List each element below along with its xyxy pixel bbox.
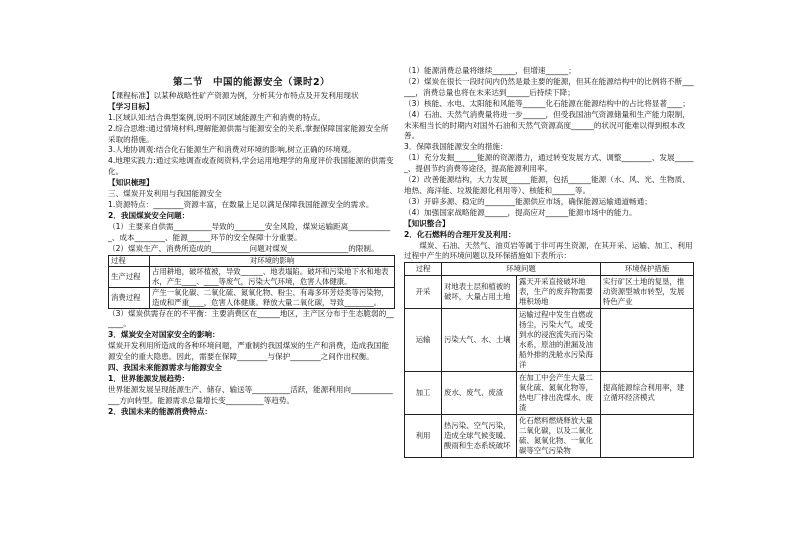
table-header-cell: 环境问题 [442,263,601,276]
table-cell: 生产过程 [109,266,150,287]
measure-1: （1）充分发掘______能源的资源潜力，通过转变发展方式、调整________、发展______、提倡节约消费等途径，提高能源利用率。 [404,153,694,174]
table-cell: 利用 [405,415,442,458]
table-cell: 热污染、空气污染，造成全球气候变暖、酸雨和生态系统破坏 [442,415,517,458]
table-cell: 产生一氧化碳、二氧化硫、氮氧化物、粉尘、有毒多环芳烃类等污染物，造成和严重____，危害人体健康。释放大量二氧化碳，导致________。 [150,287,395,308]
table-cell: 消费过程 [109,287,150,308]
coal-security-text: 煤炭开发利用所造成的各种环境问题，严重制约我国煤炭的生产和消费，造成我国能源安全的重大隐患。因此，需要在保障________与保护________之间作出权衡。 [108,341,389,362]
curriculum-standard: 【课程标准】以某种战略性矿产资源为例，分析其分布特点及开发利用现状 [108,90,359,100]
table-cell: 开采 [405,276,442,309]
table-cell: 提高能源综合利用率，建立循环经济模式 [601,372,694,415]
world-trend-text: 世界能源发展呈现能源生产、储存、输送等__________活跃，能源利用向______________方向转型。能源需求总量增长变__________等趋势。 [108,384,393,405]
section-heading: 【知识梳理】 [108,178,154,188]
subsection-heading: 2．化石燃料的合理开发及利用： [404,229,516,239]
table-row [405,309,694,372]
subsection-heading: 2．我国未来的能源消费特点： [108,406,213,416]
coal-issue-1: （1）主要来自供需__________导致的________安全风险，煤炭运输距离____________、成本________、能源______环节的安全保障十分重要。 [108,221,391,242]
measure-2: （2）改善能源结构，大力发展______能源，包括______能源（水、风、光、生物质、地热、海洋能、垃圾能源化利用等）、核能和______等。 [404,175,690,195]
left-column [108,66,395,418]
resource-features: 1.资源特点：________资源丰富，在数量上足以满足保障我国能源安全的需求。 [108,199,374,209]
table-cell: 加工 [405,372,442,415]
table-cell: 在加工中会产生大量二氧化硫、氮氧化物等，热电厂排出洗煤水、废渣 [517,372,601,415]
objective-2: 2.综合思维:通过情境材料,理解能源供需与能源安全的关系,掌握保障国家能源安全所采取的措施。 [108,123,389,144]
fossil-intro: 煤炭、石油、天然气、油页岩等属于非可再生资源，在其开采、运输、加工、利用过程中产生的环境问题以及环保措施如下表所示： [404,240,693,261]
subsection-heading: 1．世界能源发展趋势： [108,373,190,383]
table-row [405,276,694,309]
page-title: 第二节 中国的能源安全（课时2） [172,77,331,88]
table-row [405,372,694,415]
subsection-heading: 3．保障我国能源安全的措施： [404,142,508,152]
measure-3: （3）开辟多源、稳定的________能源供应市场，确保能源运输通道畅通； [404,196,652,206]
consumption-3: （3）核能、水电、太阳能和风能等______化石能源在能源结构中的占比将显著____；（4）石油、天然气消费量将进一步______，但受我国油气资源储量和生产能力限制，未来相当长的时期内对国外石油和天然气资源高度______的状况可能难以得到根本改善。 [404,98,690,141]
section-heading: 【学习目标】 [108,101,154,111]
table-cell: 化石燃料燃烧释放大量二氧化碳，以及二氧化硫、氮氧化物、一氧化碳等空气污染物 [517,415,601,458]
table-row [109,266,395,287]
objective-3: 3.人地协调观:结合化石能源生产和消费对环境的影响,树立正确的环境观。 [108,145,356,155]
measure-4: （4）加强国家战略能源______，提高应对______能源市场中的能力。 [404,207,637,217]
table-row [405,415,694,458]
coal-impact-table [108,255,395,309]
objective-4: 4.地理实践力:通过实地调查或查阅资料,学会运用地理学的角度评价我国能源的供需变化。 [108,156,394,177]
coal-issue-2: （2）煤炭生产、消费所造成的__________问题对煤炭________________的限制。 [108,243,379,253]
subsection-heading: 四、我国未来能源需求与能源安全 [108,363,222,373]
table-header-cell: 对环境的影响 [150,255,395,266]
table-header-cell: 过程 [109,255,150,266]
table-header-row [405,263,694,276]
table-cell: 对地表土层和植被的破坏，大量占用土地 [442,276,517,309]
table-cell: 占用耕地，破坏植被，导致______、地表塌陷。破坏和污染地下水和地表水，产生____、____等废气，污染大气环境，危害人体健康。 [150,266,395,287]
table-header-cell: 过程 [405,263,442,276]
right-column [404,66,694,458]
table-cell: 废水、废气、废渣 [442,372,517,415]
table-row [109,287,395,308]
coal-imbalance: （3）煤炭供需存在的不平衡：主要消费区在______地区，主产区分布于生态脆弱的______。 [108,308,394,329]
table-header-row [109,255,395,266]
section-heading: 【知识整合】 [404,218,450,228]
table-header-cell: 环境保护措施 [601,263,694,276]
subsection-heading: 三、煤炭开发利用与我国能源安全 [108,189,222,199]
table-cell: 运输过程中发生自燃或扬尘，污染大气，或受到水的浸泡流失而污染水系，原油的泄漏及油船外排的洗舱水污染海洋 [517,309,601,372]
consumption-1: （1）能源消费总量将继续______，但增速______； [404,66,576,75]
subsection-heading: 3．煤炭安全对国家安全的影响： [108,330,220,340]
table-cell: 露天开采直接破坏地表，生产的废弃物需要堆积场地 [517,276,601,309]
subsection-heading: 2．我国煤炭安全问题： [108,210,190,220]
consumption-2: （2）煤炭在很长一段时间内仍然是最主要的能源，但其在能源结构中的比例将不断______，消费总量也将在未来达到______后持续下降； [404,76,694,97]
table-cell [601,309,694,372]
table-cell: 污染大气、水、土壤 [442,309,517,372]
table-cell: 运输 [405,309,442,372]
objective-1: 1.区域认知:结合典型案例,说明不同区域能源生产和消费的特点。 [108,112,326,122]
fossil-fuel-table [404,262,694,458]
table-cell: 实行矿区土地的复垦，推动资源型城市转型，发展特色产业 [601,276,694,309]
table-cell [601,415,694,458]
